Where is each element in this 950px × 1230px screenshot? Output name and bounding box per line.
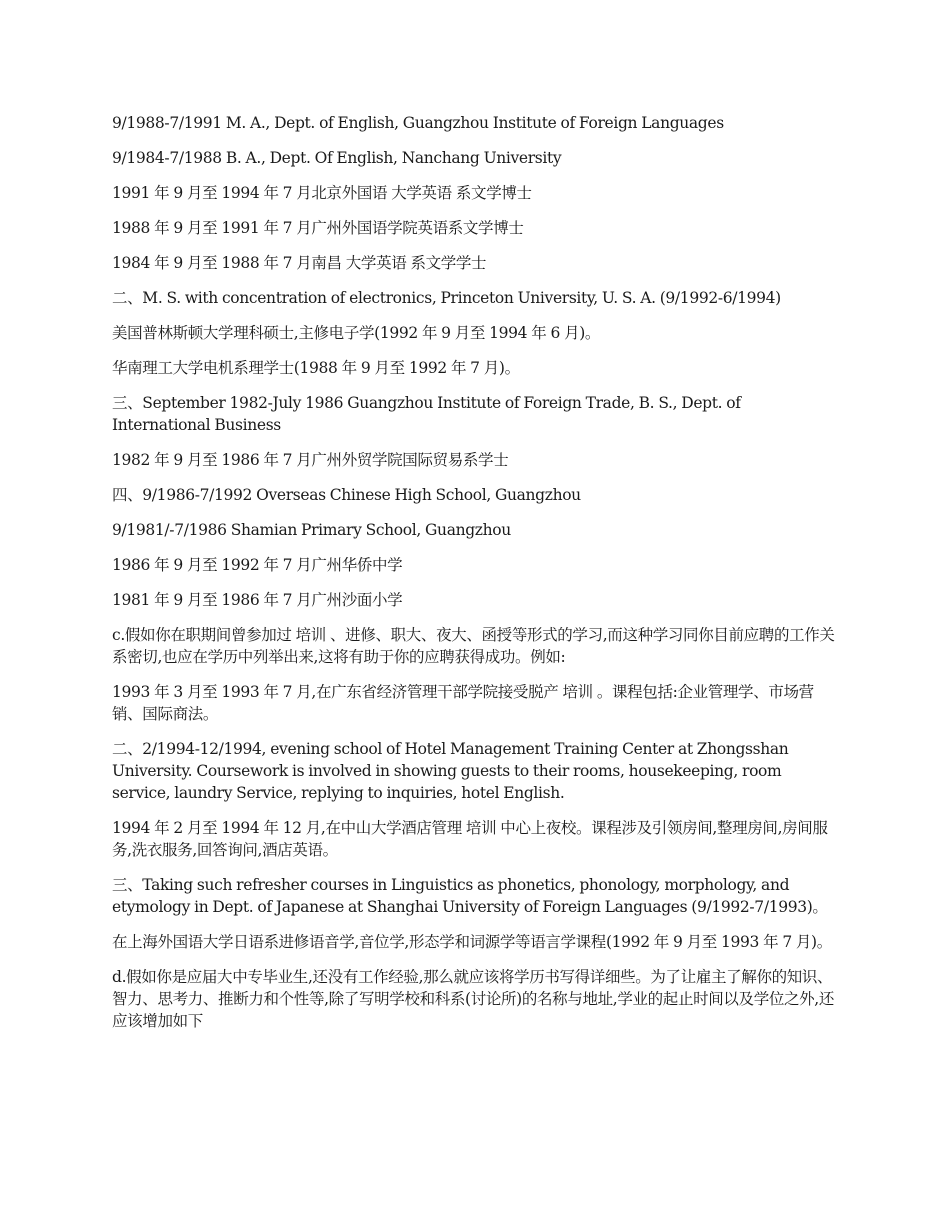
- section-c-example-2-en: 二、2/1994-12/1994, evening school of Hotel Management Training Center at Zhongsshan University. Coursework is involved in showing guests to their rooms, housekeeping, room service, laundry Service, replying to inquiries, hotel English.: [112, 740, 789, 802]
- example-3-foreign-trade-en: 三、September 1982-July 1986 Guangzhou Institute of Foreign Trade, B. S., Dept. of International Business: [112, 394, 741, 434]
- education-line-phd-beijing: 1991 年 9 月至 1994 年 7 月北京外国语 大学英语 系文学博士: [112, 184, 532, 202]
- section-c-example-1: 1993 年 3 月至 1993 年 7 月,在广东省经济管理干部学院接受脱产 培训 。课程包括:企业管理学、市场营销、国际商法。: [112, 683, 814, 723]
- education-line-ba-nanchang: 1984 年 9 月至 1988 年 7 月南昌 大学英语 系文学学士: [112, 254, 487, 272]
- education-line-phd-guangzhou: 1988 年 9 月至 1991 年 7 月广州外国语学院英语系文学博士: [112, 219, 524, 237]
- example-2-princeton-zh: 美国普林斯顿大学理科硕士,主修电子学(1992 年 9 月至 1994 年 6 月)。: [112, 324, 601, 342]
- section-c-example-2-zh: 1994 年 2 月至 1994 年 12 月,在中山大学酒店管理 培训 中心上夜校。课程涉及引领房间,整理房间,房间服务,洗衣服务,回答询问,酒店英语。: [112, 819, 828, 859]
- example-4-high-school-zh: 1986 年 9 月至 1992 年 7 月广州华侨中学: [112, 556, 403, 574]
- education-line-ma-english: 9/1988-7/1991 M. A., Dept. of English, Guangzhou Institute of Foreign Languages: [112, 114, 724, 132]
- section-c-example-3-zh: 在上海外国语大学日语系进修语音学,音位学,形态学和词源学等语言学课程(1992 年 9 月至 1993 年 7 月)。: [112, 933, 832, 951]
- section-c-instruction: c.假如你在职期间曾参加过 培训 、进修、职大、夜大、函授等形式的学习,而这种学习同你目前应聘的工作关系密切,也应在学历中列举出来,这将有助于你的应聘获得成功。例如:: [112, 626, 835, 666]
- example-4-primary-school-en: 9/1981/-7/1986 Shamian Primary School, Guangzhou: [112, 521, 511, 539]
- example-2-princeton-en: 二、M. S. with concentration of electronics, Princeton University, U. S. A. (9/1992-6/1994): [112, 289, 781, 307]
- example-4-high-school-en: 四、9/1986-7/1992 Overseas Chinese High School, Guangzhou: [112, 486, 581, 504]
- document-page: [112, 112, 840, 1045]
- education-line-ba-english: 9/1984-7/1988 B. A., Dept. Of English, Nanchang University: [112, 149, 562, 167]
- example-3-foreign-trade-zh: 1982 年 9 月至 1986 年 7 月广州外贸学院国际贸易系学士: [112, 451, 509, 469]
- section-c-example-3-en: 三、Taking such refresher courses in Linguistics as phonetics, phonology, morphology, and etymology in Dept. of Japanese at Shanghai University of Foreign Languages (9/1992-7/1993)。: [112, 876, 828, 916]
- example-4-primary-school-zh: 1981 年 9 月至 1986 年 7 月广州沙面小学: [112, 591, 403, 609]
- section-d-instruction: d.假如你是应届大中专毕业生,还没有工作经验,那么就应该将学历书写得详细些。为了让雇主了解你的知识、智力、思考力、推断力和个性等,除了写明学校和科系(讨论所)的名称与地址,学业的起止时间以及学位之外,还应该增加如下: [112, 968, 835, 1030]
- example-2-scut-zh: 华南理工大学电机系理学士(1988 年 9 月至 1992 年 7 月)。: [112, 359, 520, 377]
